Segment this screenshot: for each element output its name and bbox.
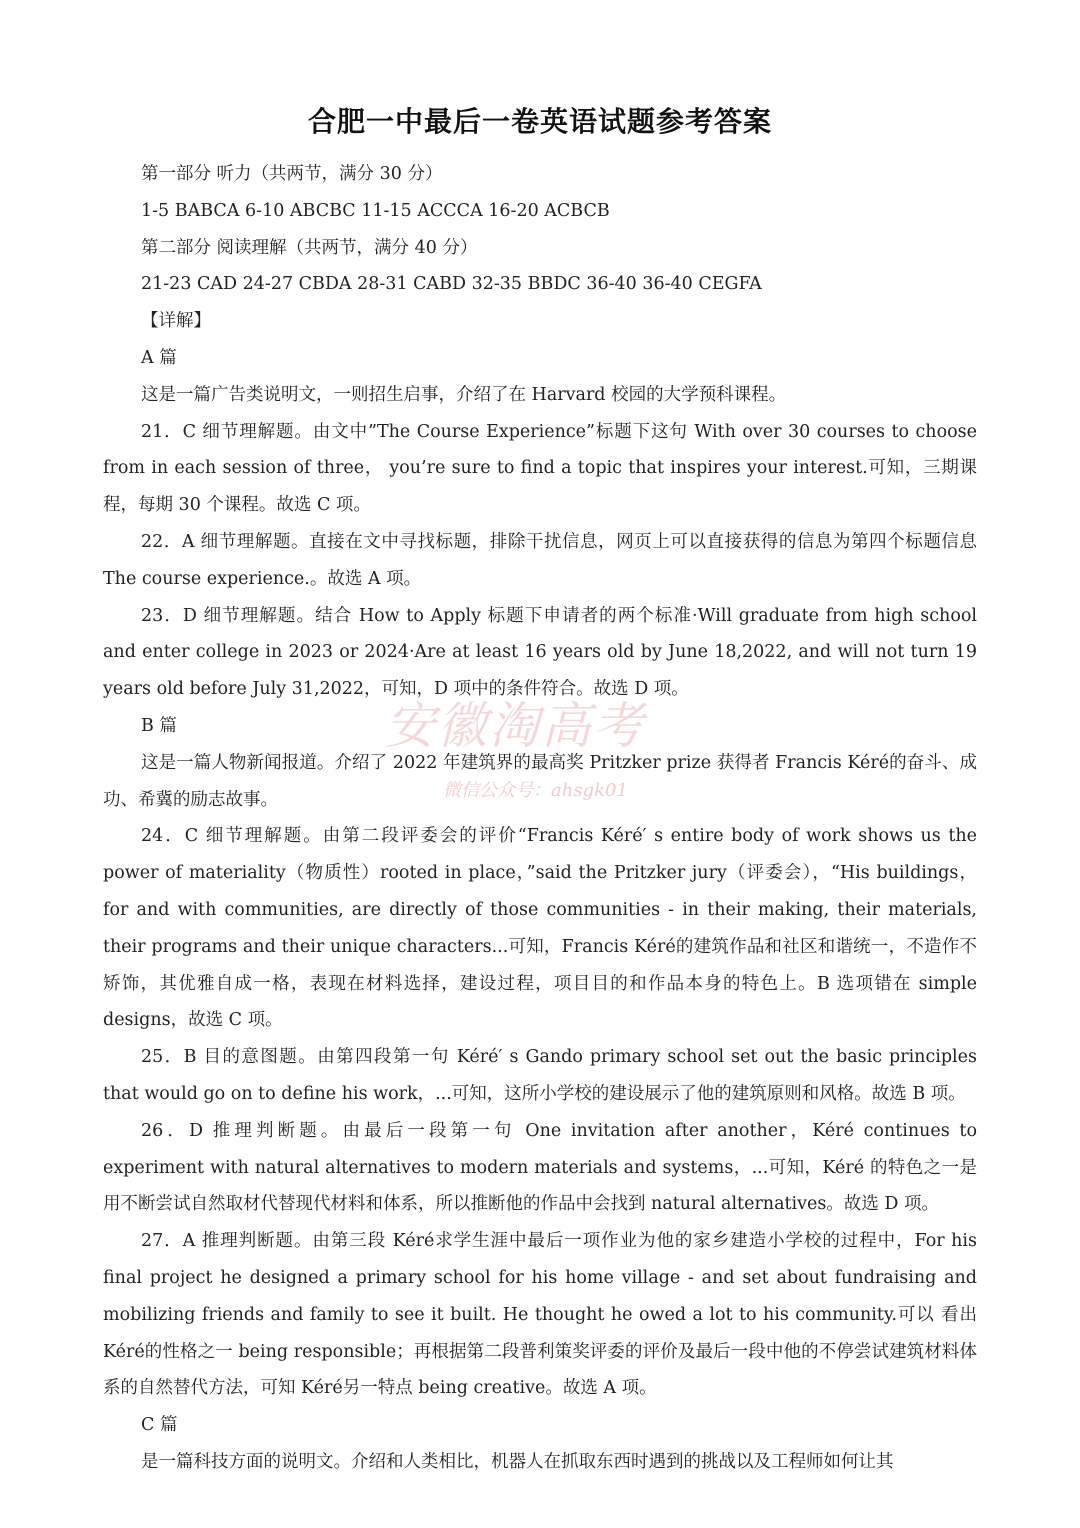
paragraph: 25．B 目的意图题。由第四段第一句 Kéré′ s Gando primary school set out the basic principles that would go on to define his work，...可知，这所小学校的建设展示了他的建筑原则和风格。故选 B 项。 [103, 1047, 977, 1104]
paragraph: 【详解】 [141, 311, 211, 332]
paragraph: 22．A 细节理解题。直接在文中寻找标题，排除干扰信息，网页上可以直接获得的信息为第四个标题信息 The course experience.。故选 A 项。 [103, 531, 977, 589]
paragraph: 26．D 推理判断题。由最后一段第一句 One invitation after another，Kéré continues to experiment with natural alternatives to modern materials and systems，...可知，Kéré 的特色之一是用不断尝试自然取材代替现代材料和体系，所以推断他的作品中会找到 natural alternatives。故选 D 项。 [103, 1120, 977, 1215]
paragraph: 21．C 细节理解题。由文中”The Course Experience”标题下这句 With over 30 courses to choose from in each session of three， you’re sure to find a topic that inspires your interest.可知，三期课 程，每期 30 个课程。故选 C 项。 [103, 421, 977, 516]
paragraph: B 篇 [141, 715, 177, 736]
paragraph: 27．A 推理判断题。由第三段 Kéré求学生涯中最后一项作业为他的家乡建造小学校的过程中，For his final project he designed a primary school for his home village - and set about fundraising and mobilizing friends and family to see it built. He thought he owed a lot to his community.可以 看出 Kéré的性格之一 being responsible；再根据第二段普利策奖评委的评价及最后一段中他的不停尝试建筑材料体系的自然替代方法，可知 Kéré另一特点 being creative。故选 A 项。 [103, 1231, 977, 1399]
paragraph: 21-23 CAD 24-27 CBDA 28-31 CABD 32-35 BBDC 36-40 36-40 CEGFA [141, 274, 762, 295]
paragraph: 第二部分 阅读理解（共两节，满分 40 分） [141, 237, 478, 258]
paragraph: A 篇 [141, 347, 177, 368]
page-title: 合肥一中最后一卷英语试题参考答案 [307, 105, 772, 138]
paragraph: 1-5 BABCA 6-10 ABCBC 11-15 ACCCA 16-20 ACBCB [141, 200, 610, 221]
paragraph: 24．C 细节理解题。由第二段评委会的评价“Francis Kéré′ s entire body of work shows us the power of materiality（物质性）rooted in place，”said the Pritzker jury（评委会），“His buildings， for and with communities, are directly of those communities - in their making, their materials, their programs and their unique characters...可知，Francis Kéré的建筑作品和社区和谐统一，不造作不矫饰，其优雅自成一格，表现在材料选择，建设过程，项目目的和作品本身的特色上。B 选项错在 simple designs，故选 C 项。 [103, 826, 977, 1031]
paragraph: 第一部分 听力（共两节，满分 30 分） [141, 164, 443, 184]
paragraph: 这是一篇广告类说明文，一则招生启事，介绍了在 Harvard 校园的大学预科课程。 [141, 384, 787, 405]
paragraph: 23．D 细节理解题。结合 How to Apply 标题下申请者的两个标准·Will graduate from high school and enter college in 2023 or 2024·Are at least 16 years old by June 18,2022, and will not turn 19 years old before July 31,2022，可知，D 项中的条件符合。故选 D 项。 [103, 605, 977, 700]
watermark-main: 安徽淘高考 [385, 697, 645, 755]
paragraph: 这是一篇人物新闻报道。介绍了 2022 年建筑界的最高奖 Pritzker prize 获得者 Francis Kéré的奋斗、成功、希冀的励志故事。 [103, 752, 977, 810]
answer-body [103, 156, 977, 1481]
paragraph: C 篇 [141, 1415, 178, 1436]
watermark-sub: 微信公众号：ahsgk01 [443, 780, 628, 801]
paragraph: 是一篇科技方面的说明文。介绍和人类相比，机器人在抓取东西时遇到的挑战以及工程师如何让其 [141, 1451, 894, 1472]
